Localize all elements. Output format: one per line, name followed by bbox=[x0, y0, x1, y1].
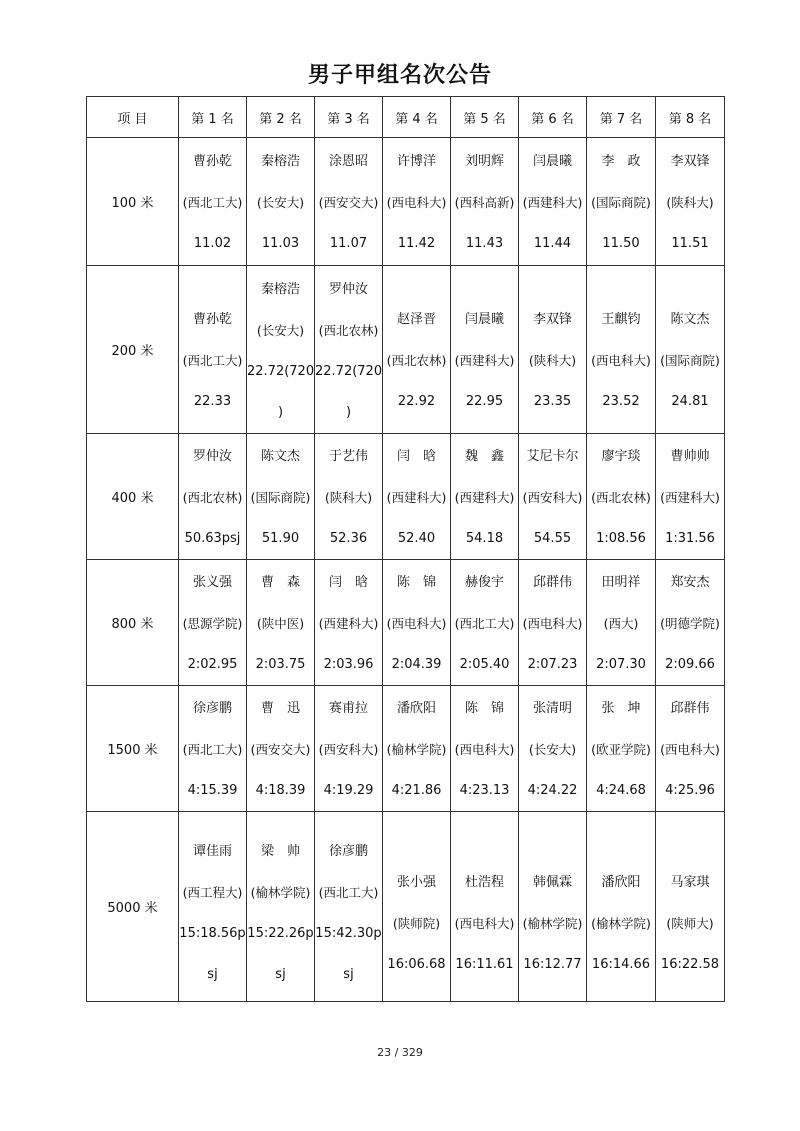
result-mark-cont: sj bbox=[275, 967, 286, 982]
school-name: (西大) bbox=[603, 615, 639, 631]
header-rank-1: 第 1 名 bbox=[179, 97, 247, 138]
school-name: (榆林学院) bbox=[250, 885, 311, 900]
result-entry bbox=[519, 686, 586, 811]
result-mark: 2:07.23 bbox=[527, 656, 578, 672]
result-entry bbox=[656, 686, 724, 811]
table-row bbox=[87, 686, 725, 812]
school-name: (西安科大) bbox=[522, 489, 583, 505]
school-name: (陕科大) bbox=[666, 195, 714, 211]
athlete-name: 谭佳雨 bbox=[192, 844, 232, 859]
result-entry bbox=[383, 139, 450, 265]
school-name: (陕科大) bbox=[324, 489, 373, 505]
school-name: (西科高新) bbox=[454, 195, 515, 211]
result-mark: 11.50 bbox=[602, 236, 640, 252]
result-cell bbox=[247, 686, 315, 812]
result-cell bbox=[587, 686, 656, 812]
result-cell bbox=[383, 266, 451, 434]
athlete-name: 于艺伟 bbox=[328, 448, 368, 464]
result-cell bbox=[587, 560, 656, 686]
athlete-name: 曹 迅 bbox=[260, 700, 300, 716]
athlete-name: 李双锋 bbox=[670, 154, 710, 170]
school-name: (榆林学院) bbox=[386, 741, 447, 757]
result-cell bbox=[656, 434, 725, 560]
result-mark: 11.02 bbox=[193, 236, 232, 252]
result-cell bbox=[519, 812, 587, 1002]
result-mark: 2:09.66 bbox=[665, 656, 715, 672]
athlete-name: 曹孙乾 bbox=[192, 312, 232, 328]
athlete-name: 赵泽晋 bbox=[396, 312, 436, 328]
result-entry bbox=[315, 560, 382, 685]
athlete-name: 闫晨曦 bbox=[532, 154, 572, 170]
header-rank-4: 第 4 名 bbox=[383, 97, 451, 138]
athlete-name: 罗仲汝 bbox=[192, 448, 232, 464]
result-mark: 16:11.61 bbox=[455, 956, 514, 972]
result-mark-cont: ) bbox=[345, 404, 352, 420]
athlete-name: 罗仲汝 bbox=[328, 281, 368, 297]
result-mark: 54.18 bbox=[465, 530, 504, 546]
header-rank-6: 第 6 名 bbox=[519, 97, 587, 138]
header-rank-3: 第 3 名 bbox=[315, 97, 383, 138]
athlete-name: 李 政 bbox=[601, 154, 641, 170]
athlete-name: 廖宇琰 bbox=[601, 448, 641, 464]
athlete-name: 闫 晗 bbox=[396, 448, 436, 464]
result-cell bbox=[656, 812, 725, 1002]
school-name: (西工程大) bbox=[182, 885, 243, 900]
result-mark-cont: sj bbox=[207, 967, 218, 982]
school-name: (西电科大) bbox=[591, 353, 651, 369]
result-entry bbox=[519, 139, 586, 265]
athlete-name: 陈文杰 bbox=[260, 448, 300, 464]
result-mark: 16:12.77 bbox=[523, 956, 582, 972]
athlete-name: 潘欣阳 bbox=[601, 874, 641, 890]
result-mark: 1:08.56 bbox=[596, 530, 646, 546]
school-name: (西电科大) bbox=[660, 741, 720, 757]
result-mark: 22.95 bbox=[465, 394, 504, 410]
result-cell bbox=[587, 434, 656, 560]
result-entry bbox=[587, 139, 655, 265]
athlete-name: 杜浩程 bbox=[464, 874, 504, 890]
athlete-name: 马家琪 bbox=[670, 874, 710, 890]
result-entry bbox=[587, 686, 655, 811]
event-name: 5000 米 bbox=[87, 812, 179, 1002]
school-name: (西北农林) bbox=[318, 322, 379, 338]
result-mark: 24.81 bbox=[671, 394, 709, 410]
result-entry bbox=[247, 560, 314, 685]
result-entry bbox=[247, 267, 314, 433]
result-mark: 11.03 bbox=[261, 236, 300, 252]
result-cell bbox=[451, 434, 519, 560]
result-cell bbox=[656, 138, 725, 266]
athlete-name: 赫俊宇 bbox=[464, 574, 504, 590]
result-mark: 4:21.86 bbox=[391, 782, 442, 798]
school-name: (国际商院) bbox=[591, 195, 651, 211]
result-mark: 22.72(720 bbox=[247, 363, 315, 379]
result-mark: 15:18.56p bbox=[179, 926, 246, 941]
school-name: (陕师院) bbox=[392, 915, 441, 931]
athlete-name: 陈 锦 bbox=[464, 700, 504, 716]
header-rank-8: 第 8 名 bbox=[656, 97, 725, 138]
school-name: (西北工大) bbox=[454, 615, 515, 631]
table-row bbox=[87, 560, 725, 686]
result-mark: 2:05.40 bbox=[459, 656, 510, 672]
athlete-name: 韩佩霖 bbox=[532, 874, 572, 890]
school-name: (陕科大) bbox=[528, 353, 577, 369]
school-name: (西电科大) bbox=[454, 741, 515, 757]
result-mark: 16:22.58 bbox=[660, 956, 720, 972]
result-mark-cont: ) bbox=[277, 404, 284, 420]
school-name: (西安交大) bbox=[318, 195, 379, 211]
result-mark: 4:24.68 bbox=[596, 782, 646, 798]
result-cell bbox=[587, 138, 656, 266]
result-entry bbox=[519, 277, 586, 423]
result-cell bbox=[587, 812, 656, 1002]
athlete-name: 涂恩昭 bbox=[328, 154, 368, 170]
header-event: 项 目 bbox=[87, 97, 179, 138]
school-name: (西电科大) bbox=[386, 195, 447, 211]
athlete-name: 曹 森 bbox=[260, 574, 300, 590]
page-number: 23 / 329 bbox=[377, 1046, 423, 1059]
result-cell bbox=[315, 686, 383, 812]
result-cell bbox=[451, 138, 519, 266]
school-name: (西北工大) bbox=[182, 741, 243, 757]
result-entry bbox=[179, 139, 246, 265]
result-entry bbox=[587, 560, 655, 685]
result-cell bbox=[519, 266, 587, 434]
result-mark: 2:03.96 bbox=[323, 656, 374, 672]
result-mark: 11.07 bbox=[329, 236, 368, 252]
result-entry bbox=[587, 434, 655, 559]
school-name: (榆林学院) bbox=[522, 915, 583, 931]
athlete-name: 魏 鑫 bbox=[464, 448, 504, 464]
athlete-name: 陈文杰 bbox=[670, 312, 710, 328]
result-entry bbox=[656, 434, 724, 559]
school-name: (长安大) bbox=[256, 195, 305, 211]
result-cell bbox=[179, 560, 247, 686]
result-entry bbox=[519, 828, 586, 985]
result-cell bbox=[519, 138, 587, 266]
school-name: (榆林学院) bbox=[591, 915, 651, 931]
school-name: (思源学院) bbox=[182, 615, 243, 631]
school-name: (西电科大) bbox=[454, 915, 515, 931]
result-cell bbox=[247, 560, 315, 686]
result-mark: 2:04.39 bbox=[391, 656, 442, 672]
result-mark: 4:15.39 bbox=[187, 782, 238, 798]
result-mark: 4:25.96 bbox=[665, 782, 715, 798]
result-cell bbox=[451, 560, 519, 686]
result-entry bbox=[315, 686, 382, 811]
result-entry bbox=[519, 560, 586, 685]
school-name: (西北农林) bbox=[591, 489, 651, 505]
table-row bbox=[87, 266, 725, 434]
event-name: 400 米 bbox=[87, 434, 179, 560]
school-name: (西安科大) bbox=[318, 741, 379, 757]
athlete-name: 曹帅帅 bbox=[670, 448, 710, 464]
result-entry bbox=[383, 277, 450, 423]
school-name: (西北工大) bbox=[318, 885, 379, 900]
result-mark: 4:24.22 bbox=[527, 782, 578, 798]
result-entry bbox=[179, 434, 246, 559]
athlete-name: 徐彦鹏 bbox=[192, 700, 232, 716]
result-entry bbox=[383, 686, 450, 811]
school-name: (欧亚学院) bbox=[591, 741, 651, 757]
school-name: (西建科大) bbox=[522, 195, 583, 211]
result-cell bbox=[519, 434, 587, 560]
athlete-name: 徐彦鹏 bbox=[328, 844, 368, 859]
result-mark: 23.52 bbox=[602, 394, 640, 410]
athlete-name: 田明祥 bbox=[601, 574, 641, 590]
result-mark: 15:22.26p bbox=[247, 926, 314, 941]
page-title: 男子甲组名次公告 bbox=[307, 63, 492, 88]
result-entry bbox=[247, 686, 314, 811]
athlete-name: 张清明 bbox=[532, 700, 572, 716]
event-name: 100 米 bbox=[87, 138, 179, 266]
result-entry bbox=[179, 686, 246, 811]
athlete-name: 秦榕浩 bbox=[260, 281, 300, 297]
result-mark: 4:23.13 bbox=[459, 782, 510, 798]
result-mark: 4:19.29 bbox=[323, 782, 374, 798]
result-mark: 11.42 bbox=[397, 236, 436, 252]
result-cell bbox=[179, 434, 247, 560]
result-entry bbox=[656, 560, 724, 685]
result-mark: 22.33 bbox=[193, 394, 232, 410]
event-name: 1500 米 bbox=[87, 686, 179, 812]
result-entry bbox=[656, 139, 724, 265]
result-entry bbox=[656, 828, 724, 985]
result-cell bbox=[383, 812, 451, 1002]
athlete-name: 曹孙乾 bbox=[192, 154, 232, 170]
result-entry bbox=[315, 267, 382, 433]
result-entry bbox=[315, 139, 382, 265]
result-cell bbox=[451, 266, 519, 434]
result-mark: 15:42.30p bbox=[315, 926, 382, 941]
result-cell bbox=[315, 812, 383, 1002]
result-entry bbox=[519, 434, 586, 559]
athlete-name: 王麒钧 bbox=[601, 312, 641, 328]
school-name: (国际商院) bbox=[660, 353, 720, 369]
result-entry bbox=[451, 686, 518, 811]
result-cell bbox=[656, 686, 725, 812]
result-mark: 1:31.56 bbox=[665, 530, 715, 546]
school-name: (西建科大) bbox=[318, 615, 379, 631]
result-mark: 51.90 bbox=[261, 530, 300, 546]
athlete-name: 张义强 bbox=[192, 574, 232, 590]
result-cell bbox=[519, 560, 587, 686]
result-mark: 23.35 bbox=[533, 394, 572, 410]
result-cell bbox=[247, 812, 315, 1002]
athlete-name: 闫 晗 bbox=[328, 574, 368, 590]
result-cell bbox=[656, 266, 725, 434]
result-cell bbox=[451, 812, 519, 1002]
table-row bbox=[87, 434, 725, 560]
result-mark: 16:06.68 bbox=[387, 956, 446, 972]
result-entry bbox=[247, 139, 314, 265]
school-name: (西建科大) bbox=[386, 489, 447, 505]
school-name: (西电科大) bbox=[386, 615, 447, 631]
header-rank-5: 第 5 名 bbox=[451, 97, 519, 138]
school-name: (西北工大) bbox=[182, 353, 243, 369]
result-entry bbox=[587, 828, 655, 985]
school-name: (西北工大) bbox=[182, 195, 243, 211]
result-entry bbox=[451, 434, 518, 559]
result-entry bbox=[315, 434, 382, 559]
result-entry bbox=[247, 434, 314, 559]
result-mark: 11.43 bbox=[465, 236, 504, 252]
result-mark: 52.36 bbox=[329, 530, 368, 546]
result-entry bbox=[179, 818, 246, 995]
result-cell bbox=[179, 138, 247, 266]
school-name: (陕师大) bbox=[666, 915, 714, 931]
event-name: 800 米 bbox=[87, 560, 179, 686]
school-name: (西建科大) bbox=[454, 353, 515, 369]
athlete-name: 梁 帅 bbox=[260, 844, 300, 859]
school-name: (陕中医) bbox=[256, 615, 305, 631]
result-entry bbox=[179, 560, 246, 685]
athlete-name: 赛甫拉 bbox=[328, 700, 368, 716]
school-name: (西北农林) bbox=[182, 489, 243, 505]
school-name: (西安交大) bbox=[250, 741, 311, 757]
result-cell bbox=[656, 560, 725, 686]
result-entry bbox=[451, 139, 518, 265]
school-name: (西建科大) bbox=[454, 489, 515, 505]
result-entry bbox=[451, 560, 518, 685]
result-mark-cont: sj bbox=[343, 967, 354, 982]
school-name: (西电科大) bbox=[522, 615, 583, 631]
result-mark: 11.51 bbox=[671, 236, 709, 252]
result-cell bbox=[587, 266, 656, 434]
athlete-name: 艾尼卡尔 bbox=[526, 448, 579, 464]
result-mark: 52.40 bbox=[397, 530, 436, 546]
result-mark: 11.44 bbox=[533, 236, 572, 252]
result-cell bbox=[179, 266, 247, 434]
athlete-name: 张 坤 bbox=[601, 700, 641, 716]
result-cell bbox=[383, 434, 451, 560]
result-entry bbox=[656, 277, 724, 423]
athlete-name: 刘明辉 bbox=[464, 154, 504, 170]
athlete-name: 张小强 bbox=[396, 874, 436, 890]
result-mark: 4:18.39 bbox=[255, 782, 306, 798]
result-entry bbox=[315, 818, 382, 995]
athlete-name: 秦榕浩 bbox=[260, 154, 300, 170]
athlete-name: 闫晨曦 bbox=[464, 312, 504, 328]
athlete-name: 陈 锦 bbox=[396, 574, 436, 590]
result-cell bbox=[383, 560, 451, 686]
school-name: (长安大) bbox=[528, 741, 577, 757]
result-entry bbox=[383, 828, 450, 985]
header-row bbox=[87, 97, 725, 138]
school-name: (国际商院) bbox=[250, 489, 311, 505]
athlete-name: 邱群伟 bbox=[670, 700, 710, 716]
header-rank-2: 第 2 名 bbox=[247, 97, 315, 138]
result-cell bbox=[519, 686, 587, 812]
result-entry bbox=[451, 277, 518, 423]
result-cell bbox=[315, 138, 383, 266]
result-entry bbox=[247, 818, 314, 995]
result-cell bbox=[451, 686, 519, 812]
athlete-name: 李双锋 bbox=[532, 312, 572, 328]
athlete-name: 郑安杰 bbox=[670, 574, 710, 590]
result-mark: 50.63psj bbox=[184, 530, 241, 546]
result-entry bbox=[179, 277, 246, 423]
result-cell bbox=[247, 266, 315, 434]
result-cell bbox=[383, 138, 451, 266]
result-cell bbox=[383, 686, 451, 812]
athlete-name: 潘欣阳 bbox=[396, 700, 436, 716]
result-mark: 54.55 bbox=[533, 530, 572, 546]
school-name: (西北农林) bbox=[386, 353, 447, 369]
event-name: 200 米 bbox=[87, 266, 179, 434]
result-entry bbox=[451, 828, 518, 985]
result-cell bbox=[247, 434, 315, 560]
results-table bbox=[86, 96, 725, 1002]
header-rank-7: 第 7 名 bbox=[587, 97, 656, 138]
result-cell bbox=[247, 138, 315, 266]
result-cell bbox=[315, 266, 383, 434]
result-entry bbox=[383, 560, 450, 685]
athlete-name: 许博洋 bbox=[396, 154, 436, 170]
result-mark: 22.92 bbox=[397, 394, 436, 410]
result-cell bbox=[315, 434, 383, 560]
result-cell bbox=[179, 686, 247, 812]
result-mark: 2:07.30 bbox=[596, 656, 646, 672]
result-mark: 22.72(720 bbox=[315, 363, 383, 379]
result-mark: 2:02.95 bbox=[187, 656, 238, 672]
result-cell bbox=[315, 560, 383, 686]
result-entry bbox=[587, 277, 655, 423]
table-row bbox=[87, 138, 725, 266]
athlete-name: 邱群伟 bbox=[532, 574, 572, 590]
result-cell bbox=[179, 812, 247, 1002]
result-mark: 16:14.66 bbox=[591, 956, 651, 972]
result-entry bbox=[383, 434, 450, 559]
table-row bbox=[87, 812, 725, 1002]
school-name: (西建科大) bbox=[660, 489, 720, 505]
school-name: (明德学院) bbox=[660, 615, 720, 631]
school-name: (长安大) bbox=[256, 322, 305, 338]
result-mark: 2:03.75 bbox=[255, 656, 306, 672]
